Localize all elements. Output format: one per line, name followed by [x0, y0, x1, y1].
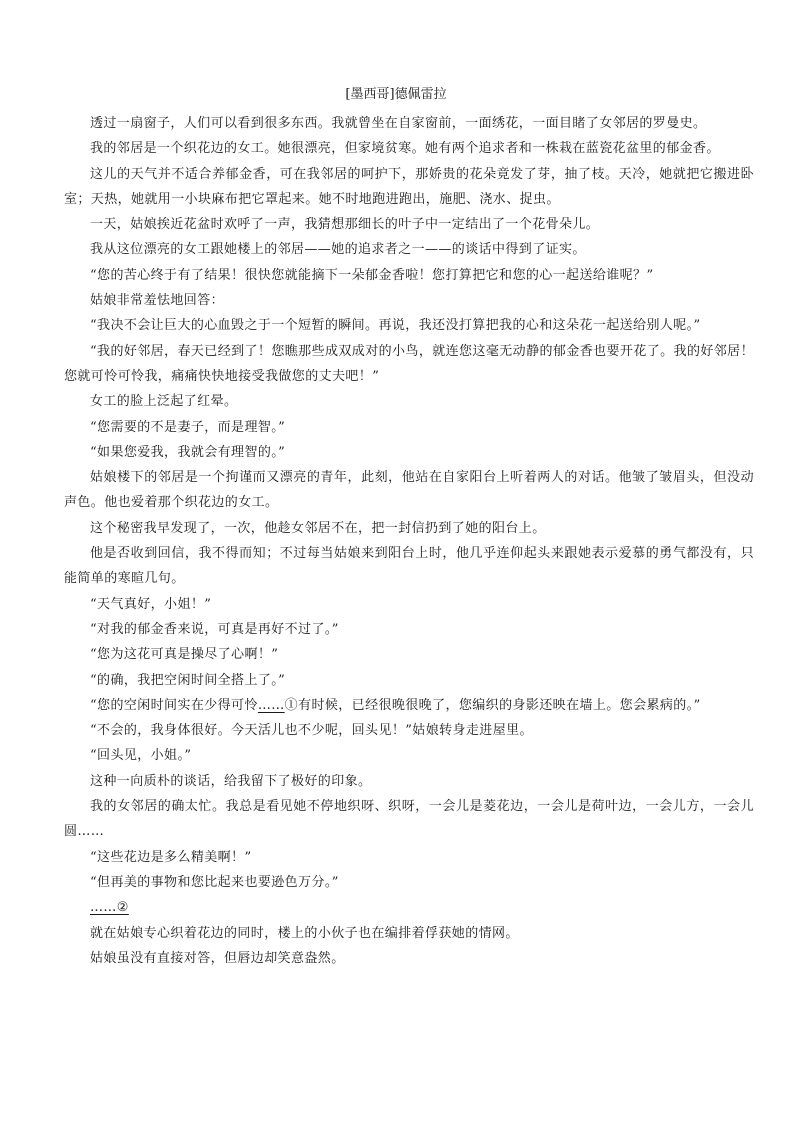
paragraph-5: 我从这位漂亮的女工跟她楼上的邻居——她的追求者之一——的谈话中得到了证实。: [90, 242, 586, 258]
article-body: [64, 111, 754, 971]
paragraph-19: “的确，我把空闲时间全搭上了。”: [90, 672, 286, 688]
paragraph-6: “您的苦心终于有了结果！很快您就能摘下一朵郁金香啦！您打算把它和您的心一起送给谁呢？”: [90, 267, 654, 283]
paragraph-20: [64, 693, 754, 718]
paragraph-15: 他是否收到回信，我不得而知；不过每当姑娘来到阳台上时，他几乎连仰起头来跟她表示爱慕的勇气都没有，只能简单的寒暄几句。: [64, 546, 754, 587]
paragraph-28: 就在姑娘专心织着花边的同时，楼上的小伙子也在编排着俘获她的情网。: [90, 925, 519, 941]
paragraph-11: “您需要的不是妻子，而是理智。”: [90, 419, 286, 435]
paragraph-14: 这个秘密我早发现了，一次，他趁女邻居不在，把一封信扔到了她的阳台上。: [90, 520, 546, 536]
paragraph-22: “回头见，小姐。”: [90, 748, 192, 764]
blank-marker-1: ……: [257, 697, 285, 713]
paragraph-8: “我决不会让巨大的心血毁之于一个短暂的瞬间。再说，我还没打算把我的心和这朵花一起送给别人呢。”: [90, 318, 701, 334]
blank-marker-2: ……②: [90, 900, 129, 916]
paragraph-13: 姑娘楼下的邻居是一个拘谨而又漂亮的青年，此刻，他站在自家阳台上听着两人的对话。他皱了皱眉头，但没动声色。他也爱着那个织花边的女工。: [64, 470, 754, 511]
paragraph-25: “这些花边是多么精美啊！”: [90, 849, 252, 865]
paragraph-23: 这种一向质朴的谈话，给我留下了极好的印象。: [90, 773, 372, 789]
paragraph-16: “天气真好，小姐！”: [90, 596, 212, 612]
paragraph-21: “不会的，我身体很好。今天活儿也不少呢，回头见！”姑娘转身走进屋里。: [90, 723, 533, 739]
paragraph-9: “我的好邻居，春天已经到了！您瞧那些成双成对的小鸟，就连您这毫无动静的郁金香也要开花了。我的好邻居！您就可怜可怜我，痛痛快快地接受我做您的丈夫吧！”: [64, 343, 754, 384]
paragraph-18: “您为这花可真是操尽了心啊！”: [90, 647, 279, 663]
paragraph-12: “如果您爱我，我就会有理智的。”: [90, 444, 286, 460]
paragraph-20-continued: ①有时候，已经很晚很晚了，您编织的身影还映在墙上。您会累病的。”: [284, 697, 701, 713]
article-author: [墨西哥]德佩雷拉: [345, 87, 447, 102]
paragraph-17: “对我的郁金香来说，可真是再好不过了。”: [90, 621, 339, 637]
paragraph-24: 我的女邻居的确太忙。我总是看见她不停地织呀、织呀，一会儿是菱花边，一会儿是荷叶边，一会儿方，一会儿圆……: [64, 799, 754, 840]
paragraph-27: [64, 895, 754, 920]
paragraph-29: 姑娘虽没有直接对答，但唇边却笑意盎然。: [90, 950, 345, 966]
paragraph-7: 姑娘非常羞怯地回答：: [90, 293, 225, 309]
paragraph-20-text: “您的空闲时间实在少得可怜: [90, 697, 258, 713]
paragraph-10: 女工的脸上泛起了红晕。: [90, 394, 238, 410]
paragraph-4: 一天，姑娘挨近花盆时欢呼了一声，我猜想那细长的叶子中一定结出了一个花骨朵儿。: [90, 217, 600, 233]
paragraph-1: 透过一扇窗子，人们可以看到很多东西。我就曾坐在自家窗前，一面绣花，一面目睹了女邻居的罗曼史。: [90, 116, 707, 131]
paragraph-3: 这儿的天气并不适合养郁金香，可在我邻居的呵护下，那娇贵的花朵竟发了芽，抽了枝。天冷，她就把它搬进卧室；天热，她就用一小块麻布把它罩起来。她不时地跑进跑出，施肥、浇水、捉虫。: [64, 166, 754, 207]
paragraph-26: “但再美的事物和您比起来也要逊色万分。”: [90, 874, 339, 890]
paragraph-2: 我的邻居是一个织花边的女工。她很漂亮，但家境贫寒。她有两个追求者和一株栽在蓝瓷花盆里的郁金香。: [90, 141, 720, 157]
